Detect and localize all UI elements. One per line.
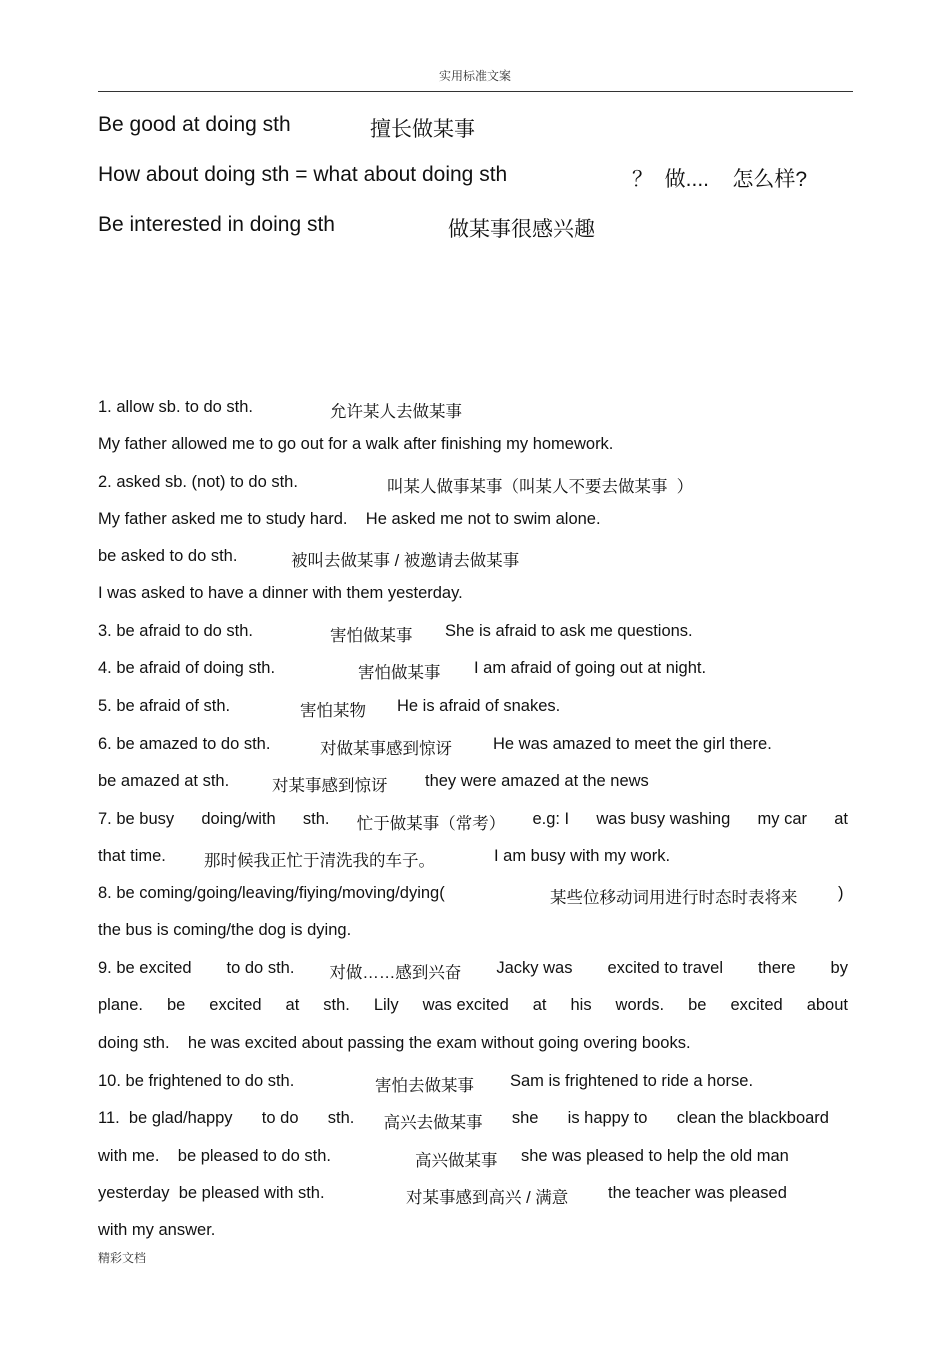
item-6-phrase: 6. be amazed to do sth. — [98, 735, 271, 753]
item-10-example: Sam is frightened to ride a horse. — [510, 1072, 754, 1090]
word: sth. — [323, 996, 350, 1014]
word: 对做……感到兴奋 — [329, 964, 462, 982]
word: be — [688, 996, 707, 1014]
word: excited to travel — [607, 959, 723, 977]
item-2-phrase: 2. asked sb. (not) to do sth. — [98, 473, 298, 491]
item-9-line-2 — [98, 996, 848, 1015]
item-6-meaning: 对做某事感到惊讶 — [320, 740, 452, 758]
word: his — [570, 996, 592, 1014]
item-5-phrase: 5. be afraid of sth. — [98, 697, 231, 715]
word: e.g: I — [532, 810, 570, 828]
word: at — [834, 810, 848, 828]
item-11b-phrase: with me. be pleased to do sth. — [98, 1147, 331, 1165]
item-6b-phrase: be amazed at sth. — [98, 772, 230, 790]
phrase-3-zh: 做某事很感兴趣 — [448, 218, 595, 241]
item-9-line — [98, 959, 848, 983]
page-footer: 精彩文档 — [98, 1251, 147, 1265]
word: by — [830, 959, 848, 977]
word: is happy to — [567, 1109, 648, 1127]
word: my car — [757, 810, 807, 828]
word: she — [511, 1109, 539, 1127]
item-4-meaning: 害怕做某事 — [358, 664, 441, 682]
word: doing/with — [201, 810, 276, 828]
phrase-1-en: Be good at doing sth — [98, 113, 291, 136]
word: to do — [261, 1109, 299, 1127]
word: was excited — [422, 996, 509, 1014]
word: sth. — [327, 1109, 355, 1127]
word: was busy washing — [596, 810, 731, 828]
item-8-example: the bus is coming/the dog is dying. — [98, 921, 352, 939]
item-11c-meaning: 对某事感到高兴 / 满意 — [406, 1189, 569, 1207]
item-8-phrase: 8. be coming/going/leaving/fiying/moving/dying( — [98, 884, 445, 902]
item-10-meaning: 害怕去做某事 — [375, 1077, 474, 1095]
item-6b-meaning: 对某事感到惊讶 — [272, 777, 388, 795]
word: words. — [615, 996, 665, 1014]
word: about — [806, 996, 848, 1014]
word: Jacky was — [496, 959, 573, 977]
word: 7. be busy — [98, 810, 175, 828]
item-3-example: She is afraid to ask me questions. — [445, 622, 693, 640]
item-4-example: I am afraid of going out at night. — [474, 659, 707, 677]
item-11c-example-end: with my answer. — [98, 1221, 216, 1239]
item-2b-example: I was asked to have a dinner with them yesterday. — [98, 584, 463, 602]
word: 9. be excited — [98, 959, 192, 977]
item-11c-phrase: yesterday be pleased with sth. — [98, 1184, 325, 1202]
word: to do sth. — [226, 959, 295, 977]
phrase-3-en: Be interested in doing sth — [98, 213, 335, 236]
item-9-example: doing sth. he was excited about passing the exam without going overing books. — [98, 1034, 691, 1052]
item-3-meaning: 害怕做某事 — [330, 627, 413, 645]
item-2-meaning: 叫某人做事某事（叫某人不要去做某事 ） — [387, 478, 694, 496]
word: 忙于做某事（常考） — [356, 815, 506, 833]
word: at — [532, 996, 547, 1014]
word: excited — [730, 996, 783, 1014]
word: clean the blackboard — [676, 1109, 829, 1127]
item-8-meaning: 某些位移动词用进行时态时表将来 — [550, 889, 798, 907]
item-1-phrase: 1. allow sb. to do sth. — [98, 398, 254, 416]
item-2b-meaning: 被叫去做某事 / 被邀请去做某事 — [291, 552, 520, 570]
item-11c-example: the teacher was pleased — [608, 1184, 787, 1202]
word: 高兴去做某事 — [383, 1114, 483, 1132]
word: plane. — [98, 996, 143, 1014]
item-11-line — [98, 1109, 829, 1133]
item-7-translation: 那时候我正忙于清洗我的车子。 — [204, 852, 435, 870]
header-rule — [98, 91, 853, 92]
item-2-example: My father asked me to study hard. He asked me not to swim alone. — [98, 510, 601, 528]
word: be — [166, 996, 186, 1014]
item-1-example: My father allowed me to go out for a walk after finishing my homework. — [98, 435, 614, 453]
page-header: 实用标准文案 — [438, 69, 511, 83]
item-1-meaning: 允许某人去做某事 — [330, 403, 462, 421]
item-11b-example: she was pleased to help the old man — [521, 1147, 789, 1165]
item-5-example: He is afraid of snakes. — [397, 697, 561, 715]
item-10-phrase: 10. be frightened to do sth. — [98, 1072, 295, 1090]
word: there — [757, 959, 796, 977]
word: 11. be glad/happy — [98, 1109, 233, 1127]
phrase-1-zh: 擅长做某事 — [370, 118, 475, 141]
phrase-2-zh: ？ 做.... 怎么样? — [632, 168, 808, 191]
word: Lily — [373, 996, 399, 1014]
item-7-example: I am busy with my work. — [494, 847, 671, 865]
item-11b-meaning: 高兴做某事 — [415, 1152, 498, 1170]
item-5-meaning: 害怕某物 — [300, 702, 366, 720]
word: excited — [209, 996, 262, 1014]
item-8-close-paren: ) — [838, 884, 844, 902]
item-4-phrase: 4. be afraid of doing sth. — [98, 659, 276, 677]
word: sth. — [302, 810, 330, 828]
phrase-2-en: How about doing sth = what about doing sth — [98, 163, 508, 186]
item-7-line — [98, 810, 848, 834]
item-6b-example: they were amazed at the news — [425, 772, 649, 790]
item-3-phrase: 3. be afraid to do sth. — [98, 622, 254, 640]
item-7-continued: that time. — [98, 847, 166, 865]
item-6-example: He was amazed to meet the girl there. — [493, 735, 772, 753]
word: at — [285, 996, 300, 1014]
item-2b-phrase: be asked to do sth. — [98, 547, 238, 565]
